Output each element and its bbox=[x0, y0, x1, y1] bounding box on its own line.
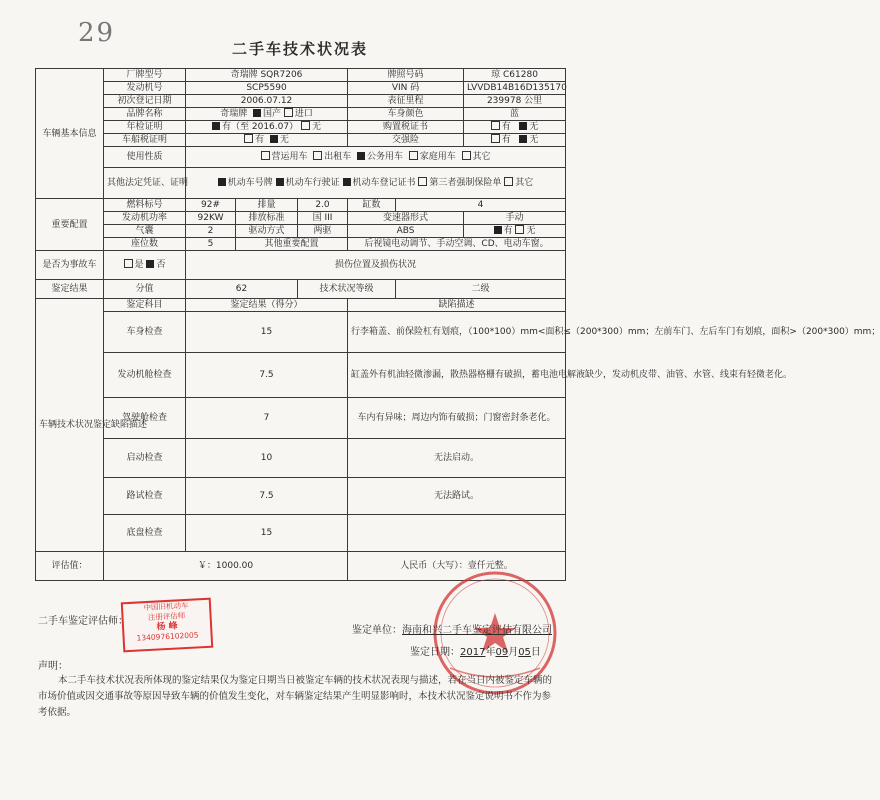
label-model: 厂牌型号 bbox=[104, 69, 186, 82]
checkbox-icon bbox=[284, 108, 293, 117]
checked-box-icon bbox=[519, 135, 527, 143]
label-vin: VIN 码 bbox=[348, 82, 464, 95]
section-config: 重要配置 bbox=[36, 199, 104, 251]
checkbox-icon bbox=[313, 151, 322, 160]
label-drive: 驱动方式 bbox=[236, 225, 298, 238]
label-brand: 品牌名称 bbox=[104, 108, 186, 121]
value-model: 奇瑞牌 SQR7206 bbox=[186, 69, 348, 82]
value-mileage: 239978 公里 bbox=[464, 95, 566, 108]
value-valuation: ￥：1000.00 bbox=[104, 552, 348, 581]
label-seats: 座位数 bbox=[104, 238, 186, 251]
checkbox-icon bbox=[504, 177, 513, 186]
value-vessel-tax: 有 无 bbox=[186, 134, 348, 147]
value-color: 蓝 bbox=[464, 108, 566, 121]
label-level: 技术状况等级 bbox=[298, 280, 396, 299]
label-mileage: 表征里程 bbox=[348, 95, 464, 108]
label-displacement: 排量 bbox=[236, 199, 298, 212]
inspection-name-cabin: 驾驶舱检查 bbox=[104, 398, 186, 439]
value-power: 92KW bbox=[186, 212, 236, 225]
label-damage: 损伤位置及损伤状况 bbox=[186, 251, 566, 280]
checkbox-icon bbox=[301, 121, 310, 130]
checkbox-icon bbox=[462, 151, 471, 160]
inspection-name-chassis: 底盘检查 bbox=[104, 515, 186, 552]
value-displacement: 2.0 bbox=[298, 199, 348, 212]
label-insurance: 交强险 bbox=[348, 134, 464, 147]
page-title: 二手车技术状况表 bbox=[231, 40, 368, 58]
label-fuel: 燃料标号 bbox=[104, 199, 186, 212]
label-emission: 排放标准 bbox=[236, 212, 298, 225]
checkbox-icon bbox=[409, 151, 418, 160]
value-other-config: 后视镜电动调节、手动空调、CD、电动车窗。 bbox=[348, 238, 566, 251]
inspection-score-body: 15 bbox=[186, 312, 348, 353]
inspection-score-road: 7.5 bbox=[186, 478, 348, 515]
inspection-name-body: 车身检查 bbox=[104, 312, 186, 353]
checkbox-icon bbox=[491, 134, 500, 143]
header-score: 鉴定结果（得分） bbox=[186, 299, 348, 312]
value-emission: 国 III bbox=[298, 212, 348, 225]
inspection-name-start: 启动检查 bbox=[104, 439, 186, 478]
inspection-name-engine: 发动机舱检查 bbox=[104, 353, 186, 398]
statement-title: 声明： bbox=[38, 661, 68, 672]
value-drive: 两驱 bbox=[298, 225, 348, 238]
value-insurance: 有 无 bbox=[464, 134, 566, 147]
label-other-docs: 其他法定凭证、证明 bbox=[104, 168, 186, 199]
value-cylinders: 4 bbox=[396, 199, 566, 212]
inspection-score-cabin: 7 bbox=[186, 398, 348, 439]
checked-box-icon bbox=[343, 178, 351, 186]
label-score: 分值 bbox=[104, 280, 186, 299]
inspection-desc-chassis bbox=[348, 515, 566, 552]
label-valuation: 评估值： bbox=[36, 552, 104, 581]
value-plate: 琼 C61280 bbox=[464, 69, 566, 82]
inspection-score-start: 10 bbox=[186, 439, 348, 478]
value-engine-no: SCP5590 bbox=[186, 82, 348, 95]
value-usage: 营运用车 出租车 公务用车 家庭用车 其它 bbox=[186, 147, 566, 168]
checkbox-icon bbox=[515, 225, 524, 234]
appraiser-label: 二手车鉴定评估师： bbox=[38, 616, 128, 627]
value-score: 62 bbox=[186, 280, 298, 299]
value-transmission: 手动 bbox=[464, 212, 566, 225]
label-usage: 使用性质 bbox=[104, 147, 186, 168]
label-annual: 年检证明 bbox=[104, 121, 186, 134]
appraiser-seal: 中国旧机动车 注册评估师 杨 峰 1340976102005 bbox=[121, 598, 213, 653]
checked-box-icon bbox=[357, 152, 365, 160]
label-airbag: 气囊 bbox=[104, 225, 186, 238]
value-reg-date: 2006.07.12 bbox=[186, 95, 348, 108]
label-accident: 是否为事故车 bbox=[36, 251, 104, 280]
label-vessel-tax: 车船税证明 bbox=[104, 134, 186, 147]
label-cylinders: 缸数 bbox=[348, 199, 396, 212]
checked-box-icon bbox=[253, 109, 261, 117]
section-basic: 车辆基本信息 bbox=[36, 69, 104, 199]
label-engine-no: 发动机号 bbox=[104, 82, 186, 95]
checked-box-icon bbox=[146, 260, 154, 268]
label-result: 鉴定结果 bbox=[36, 280, 104, 299]
header-subject: 鉴定科目 bbox=[104, 299, 186, 312]
label-other-config: 其他重要配置 bbox=[236, 238, 348, 251]
inspection-desc-road: 无法路试。 bbox=[348, 478, 566, 515]
label-purchase-tax: 购置税证书 bbox=[348, 121, 464, 134]
inspection-desc-cabin: 车内有异味；周边内饰有破损；门窗密封条老化。 bbox=[348, 398, 566, 439]
checkbox-icon bbox=[244, 134, 253, 143]
inspection-desc-body: 行李箱盖、前保险杠有划痕，（100*100）mm<面积≤（200*300）mm；左前车门、左后车门有划痕，面积>（200*300）mm； bbox=[348, 312, 566, 353]
date-line: 鉴定日期：2017年09月05日 bbox=[410, 647, 541, 658]
value-vin: LVVDB14B16D135170 bbox=[464, 82, 566, 95]
checked-box-icon bbox=[212, 122, 220, 130]
inspection-desc-engine: 缸盖外有机油轻微渗漏，散热器格栅有破损，蓄电池电解液缺少，发动机皮带、油管、水管、线束有轻微老化。 bbox=[348, 353, 566, 398]
label-color: 车身颜色 bbox=[348, 108, 464, 121]
label-reg-date: 初次登记日期 bbox=[104, 95, 186, 108]
statement-text: 本二手车技术状况表所体现的鉴定结果仅为鉴定日期当日被鉴定车辆的技术状况表现与描述，若在当日内被鉴定车辆的市场价值或因交通事故等原因导致车辆的价值发生变化，对车辆鉴定结果产生明显影响时，本技术状况鉴定说明书不作为参考依据。 bbox=[38, 675, 553, 718]
value-level: 二级 bbox=[396, 280, 566, 299]
unit-name: 海南和兴二手车鉴定评估有限公司 bbox=[402, 625, 552, 636]
inspection-score-engine: 7.5 bbox=[186, 353, 348, 398]
checkbox-icon bbox=[418, 177, 427, 186]
value-fuel: 92# bbox=[186, 199, 236, 212]
value-airbag: 2 bbox=[186, 225, 236, 238]
label-abs: ABS bbox=[348, 225, 464, 238]
vehicle-condition-table bbox=[35, 68, 880, 581]
checked-box-icon bbox=[519, 122, 527, 130]
value-seats: 5 bbox=[186, 238, 236, 251]
value-purchase-tax: 有 无 bbox=[464, 121, 566, 134]
value-other-docs: 机动车号牌 机动车行驶证 机动车登记证书 第三者强制保险单 其它 bbox=[186, 168, 566, 199]
checkbox-icon bbox=[261, 151, 270, 160]
checked-box-icon bbox=[276, 178, 284, 186]
unit-line: 鉴定单位：海南和兴二手车鉴定评估有限公司 bbox=[352, 625, 552, 636]
header-defect: 缺陷描述 bbox=[348, 299, 566, 312]
handwritten-number: 29 bbox=[78, 18, 116, 48]
checkbox-icon bbox=[124, 259, 133, 268]
checked-box-icon bbox=[270, 135, 278, 143]
label-plate: 牌照号码 bbox=[348, 69, 464, 82]
label-transmission: 变速器形式 bbox=[348, 212, 464, 225]
checkbox-icon bbox=[491, 121, 500, 130]
checked-box-icon bbox=[494, 226, 502, 234]
checked-box-icon bbox=[218, 178, 226, 186]
value-annual: 有（至 2016.07） 无 bbox=[186, 121, 348, 134]
value-valuation-upper: 人民币（大写）：壹仟元整。 bbox=[348, 552, 566, 581]
inspection-score-chassis: 15 bbox=[186, 515, 348, 552]
section-inspection: 车辆技术状况鉴定缺陷描述 bbox=[36, 299, 104, 552]
inspection-desc-start: 无法启动。 bbox=[348, 439, 566, 478]
value-brand: 奇瑞牌 国产 进口 bbox=[186, 108, 348, 121]
label-power: 发动机功率 bbox=[104, 212, 186, 225]
value-abs: 有 无 bbox=[464, 225, 566, 238]
inspection-name-road: 路试检查 bbox=[104, 478, 186, 515]
value-accident: 是 否 bbox=[104, 251, 186, 280]
